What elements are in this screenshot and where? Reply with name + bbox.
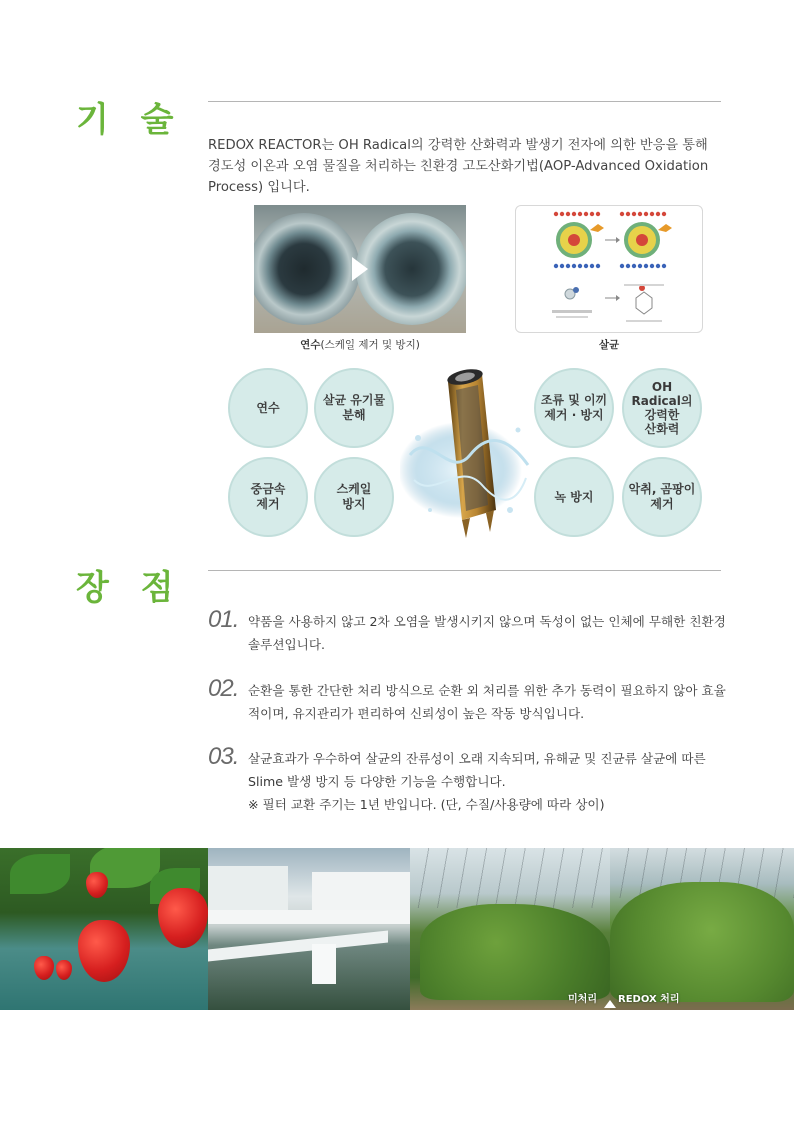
advantage-item-1: [208, 606, 724, 656]
feature-organic-decomposition: 살균 유기물 분해: [314, 368, 394, 448]
softening-caption: [254, 337, 466, 352]
redox-treated-crop-photo: [610, 848, 794, 1010]
technology-description: REDOX REACTOR는 OH Radical의 강력한 산화력과 발생기 전자에 의한 반응을 통해 경도성 이온과 오염 물질을 처리하는 친환경 고도산화기법(AOP-Advanced Oxidation Process) 입니다.: [208, 138, 709, 195]
untreated-label: 미처리: [568, 994, 597, 1005]
softening-caption-main: 연수: [300, 339, 321, 351]
advantage-text-3: 살균효과가 우수하여 살균의 잔류성이 오래 지속되며, 유해균 및 진균류 살균에 따른 Slime 발생 방지 등 다양한 기능을 수행합니다.: [248, 751, 706, 789]
clean-pipe-image: [356, 213, 466, 325]
strawberry-photo: [0, 848, 208, 1010]
advantage-text-1: 약품을 사용하지 않고 2차 오염을 발생시키지 않으며 독성이 없는 인체에 무해한 친환경 솔루션입니다.: [248, 614, 726, 652]
advantages-title: 장 점: [76, 568, 184, 608]
softening-caption-sub: (스케일 제거 및 방지): [320, 339, 420, 351]
filter-graphic: [400, 360, 535, 545]
advantage-number-3: 03.: [208, 743, 239, 770]
advantage-number-2: 02.: [208, 675, 239, 702]
treated-label: REDOX 처리: [618, 994, 680, 1005]
feature-algae-removal: 조류 및 이끼 제거 · 방지: [534, 368, 614, 448]
advantages-divider: [208, 570, 721, 571]
feature-odor-mold-removal: 악취, 곰팡이 제거: [622, 457, 702, 537]
technology-title: 기 술: [76, 100, 184, 140]
feature-heavy-metal-removal: 중금속 제거: [228, 457, 308, 537]
feature-softening: 연수: [228, 368, 308, 448]
arrow-right-icon: [352, 257, 368, 281]
sterilization-caption: 살균: [598, 339, 620, 351]
sterilization-diagram-graphic: [516, 206, 704, 334]
feature-oh-radical: OH Radical의 강력한 산화력: [622, 368, 702, 448]
pipe-scale-photo: [254, 205, 466, 333]
technology-divider: [208, 101, 721, 102]
feature-scale-prevention: 스케일 방지: [314, 457, 394, 537]
redox-filter-illustration: [400, 360, 535, 545]
filter-replacement-note: ※ 필터 교환 주기는 1년 반입니다. (단, 수질/사용량에 따라 상이): [248, 797, 605, 812]
advantage-number-1: 01.: [208, 606, 239, 633]
scaled-pipe-image: [254, 213, 360, 325]
advantage-item-3: [208, 743, 724, 821]
sterilization-diagram: [515, 205, 703, 333]
untreated-crop-photo: [410, 848, 610, 1010]
pointer-up-icon: [604, 1000, 616, 1008]
advantage-text-2: 순환을 통한 간단한 처리 방식으로 순환 외 처리를 위한 추가 동력이 필요하지 않아 효율적이며, 유지관리가 편리하여 신뢰성이 높은 작동 방식입니다.: [248, 683, 726, 721]
hydroponic-tank-photo: [208, 848, 410, 1010]
feature-rust-prevention: 녹 방지: [534, 457, 614, 537]
application-photo-banner: [0, 848, 794, 1010]
advantage-item-2: [208, 675, 724, 725]
